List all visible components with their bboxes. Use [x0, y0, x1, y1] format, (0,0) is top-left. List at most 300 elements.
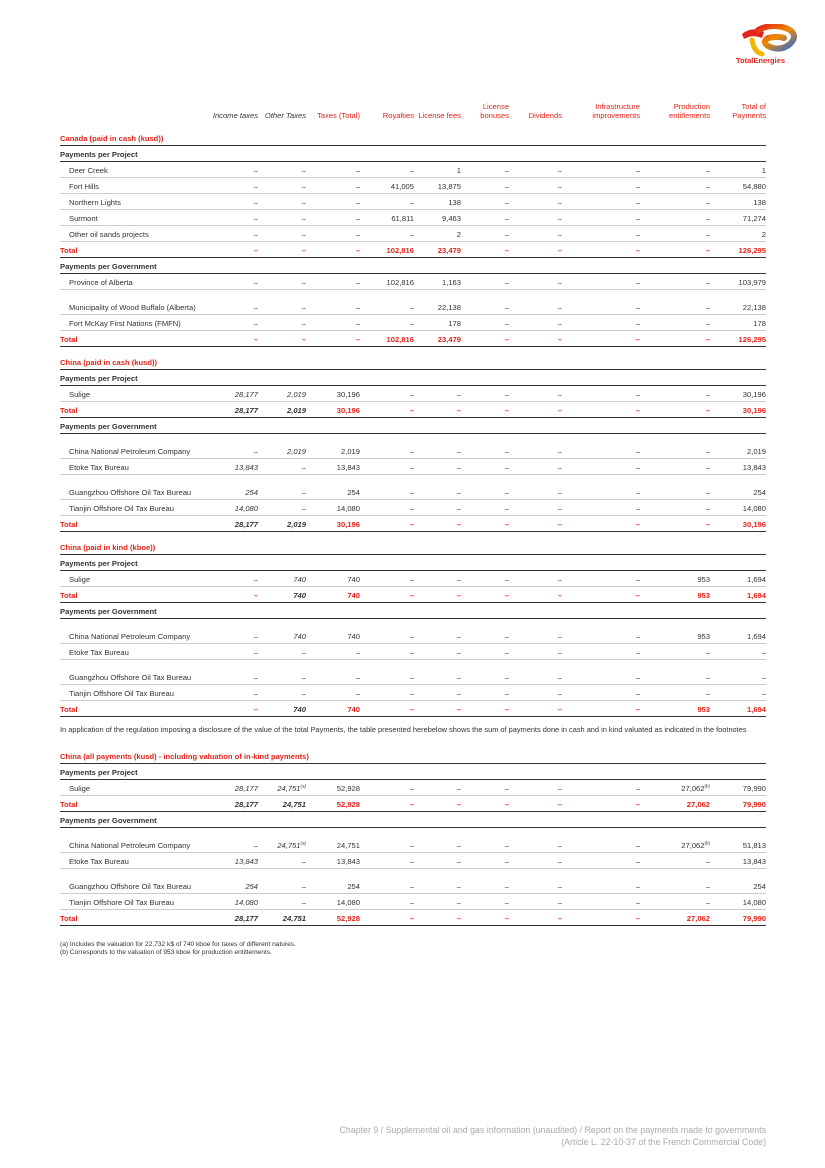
cell-value: [461, 660, 509, 685]
cell-value: [198, 402, 258, 418]
cell-text: 28,177: [234, 520, 258, 529]
cell-value: [306, 644, 360, 660]
cell-value: [562, 242, 640, 258]
cell-text: –: [705, 166, 710, 175]
cell-text: 953: [697, 705, 710, 714]
cell-text: –: [504, 246, 509, 255]
cell-value: [360, 701, 414, 717]
cell-value: [509, 162, 562, 178]
cell-value: [258, 242, 306, 258]
cell-value: [306, 475, 360, 500]
cell-text: –: [504, 406, 509, 415]
footnote-mark: (a): [300, 840, 306, 846]
cell-value: [414, 516, 461, 532]
cell-value: [198, 475, 258, 500]
cell-value: [306, 869, 360, 894]
cell-value: [640, 194, 710, 210]
cell-value: [710, 894, 766, 910]
cell-text: –: [504, 214, 509, 223]
cell-value: [562, 780, 640, 796]
cell-text: –: [456, 504, 461, 513]
cell-value: [258, 853, 306, 869]
table-row: [60, 619, 766, 644]
table-row: [60, 178, 766, 194]
cell-value: [710, 434, 766, 459]
row-label: Sulige: [60, 571, 198, 587]
cell-value: [640, 162, 710, 178]
table-row: [60, 194, 766, 210]
cell-value: [640, 500, 710, 516]
cell-text: 2,019: [286, 406, 306, 415]
cell-value: [640, 619, 710, 644]
cell-value: [640, 685, 710, 701]
cell-value: [414, 660, 461, 685]
cell-value: [461, 434, 509, 459]
cell-value: [414, 685, 461, 701]
cell-value: [640, 660, 710, 685]
cell-text: –: [635, 447, 640, 456]
cell-value: [258, 459, 306, 475]
cell-text: 740: [293, 575, 306, 584]
cell-text: 103,979: [738, 278, 766, 287]
cell-value: [360, 242, 414, 258]
cell-value: [562, 619, 640, 644]
cell-text: 102,816: [386, 246, 414, 255]
cell-text: 22,138: [437, 303, 461, 312]
column-header: Taxes (Total): [316, 111, 360, 121]
cell-value: [360, 516, 414, 532]
cell-text: 13,843: [742, 857, 766, 866]
cell-value: [640, 853, 710, 869]
cell-text: –: [301, 246, 306, 255]
cell-text: –: [456, 390, 461, 399]
cell-value: [258, 619, 306, 644]
cell-value: [710, 644, 766, 660]
row-label: China National Petroleum Company: [60, 619, 198, 644]
cell-value: [461, 402, 509, 418]
subsection-title: [60, 370, 766, 386]
cell-value: [414, 402, 461, 418]
cell-text: 254: [347, 882, 360, 891]
cell-value: [414, 194, 461, 210]
row-label: Tianjin Offshore Oil Tax Bureau: [60, 894, 198, 910]
cell-text: 30,196: [336, 390, 360, 399]
cell-text: –: [355, 319, 360, 328]
cell-text: 126,295: [738, 246, 766, 255]
cell-text: –: [557, 648, 562, 657]
cell-value: [710, 910, 766, 926]
cell-text: –: [456, 914, 461, 923]
cell-text: 2,019: [340, 447, 360, 456]
cell-text: –: [557, 303, 562, 312]
cell-value: [360, 386, 414, 402]
cell-text: –: [635, 230, 640, 239]
cell-text: –: [504, 488, 509, 497]
cell-value: [509, 587, 562, 603]
cell-text: 953: [697, 591, 710, 600]
cell-value: [710, 780, 766, 796]
cell-value: [640, 178, 710, 194]
table-row: [60, 274, 766, 290]
row-label: Total: [60, 516, 198, 532]
cell-text: –: [557, 166, 562, 175]
cell-value: [198, 331, 258, 347]
cell-value: [461, 571, 509, 587]
cell-value: [414, 587, 461, 603]
total-row: [60, 516, 766, 532]
cell-text: 102,816: [386, 278, 414, 287]
subsection-title: [60, 418, 766, 434]
cell-value: [414, 780, 461, 796]
cell-text: –: [253, 166, 258, 175]
column-header: Other Taxes: [264, 111, 306, 121]
column-header: License bonuses: [480, 101, 509, 121]
cell-text: –: [504, 632, 509, 641]
cell-value: [562, 194, 640, 210]
cell-text: –: [705, 406, 710, 415]
cell-value: [461, 701, 509, 717]
cell-text: 13,875: [437, 182, 461, 191]
cell-text: –: [635, 857, 640, 866]
cell-text: –: [635, 335, 640, 344]
cell-text: –: [456, 898, 461, 907]
table-row: [60, 315, 766, 331]
cell-text: –: [504, 882, 509, 891]
cell-value: [258, 500, 306, 516]
table-row: [60, 434, 766, 459]
cell-value: [360, 331, 414, 347]
cell-text: –: [504, 784, 509, 793]
cell-text: –: [557, 463, 562, 472]
cell-text: 13,843: [742, 463, 766, 472]
cell-text: 22,138: [742, 303, 766, 312]
table-row: [60, 290, 766, 315]
cell-value: [461, 828, 509, 853]
cell-value: [562, 459, 640, 475]
cell-value: [710, 386, 766, 402]
cell-value: [258, 331, 306, 347]
cell-text: 14,080: [742, 898, 766, 907]
cell-text: 30,196: [742, 406, 766, 415]
cell-text: –: [557, 898, 562, 907]
cell-value: [360, 459, 414, 475]
cell-text: –: [355, 230, 360, 239]
cell-text: –: [635, 406, 640, 415]
cell-value: [640, 869, 710, 894]
cell-text: –: [253, 182, 258, 191]
cell-text: –: [504, 182, 509, 191]
cell-value: [360, 780, 414, 796]
cell-text: 51,813: [742, 841, 766, 850]
cell-value: [710, 331, 766, 347]
cell-value: [360, 660, 414, 685]
cell-text: –: [557, 278, 562, 287]
cell-text: –: [409, 463, 414, 472]
cell-text: –: [557, 673, 562, 682]
cell-text: –: [301, 689, 306, 698]
cell-text: 27,062: [681, 841, 705, 850]
cell-value: [562, 274, 640, 290]
cell-text: –: [301, 335, 306, 344]
cell-value: [461, 685, 509, 701]
cell-text: 24,751: [277, 841, 301, 850]
cell-value: [562, 500, 640, 516]
cell-value: [710, 500, 766, 516]
cell-value: [509, 796, 562, 812]
cell-value: [509, 644, 562, 660]
section-title: [60, 347, 766, 370]
cell-text: 28,177: [234, 914, 258, 923]
cell-text: –: [635, 278, 640, 287]
total-row: [60, 331, 766, 347]
cell-value: [306, 571, 360, 587]
cell-text: –: [705, 463, 710, 472]
cell-value: [562, 402, 640, 418]
cell-text: –: [635, 882, 640, 891]
cell-text: –: [301, 166, 306, 175]
table-row: [60, 685, 766, 701]
cell-text: –: [355, 278, 360, 287]
footnote-b: (b) Corresponds to the valuation of 953 kboe for production entitlements.: [60, 949, 272, 957]
cell-text: –: [557, 319, 562, 328]
cell-value: [306, 894, 360, 910]
cell-text: 28,177: [234, 390, 258, 399]
cell-value: [360, 853, 414, 869]
cell-value: [360, 619, 414, 644]
cell-text: –: [705, 230, 710, 239]
cell-value: [710, 242, 766, 258]
cell-text: 138: [753, 198, 766, 207]
cell-value: [461, 331, 509, 347]
cell-value: [360, 162, 414, 178]
cell-value: [461, 315, 509, 331]
cell-text: 254: [753, 882, 766, 891]
cell-text: –: [409, 689, 414, 698]
cell-value: [710, 194, 766, 210]
cell-value: [306, 780, 360, 796]
cell-text: –: [635, 648, 640, 657]
cell-text: –: [635, 673, 640, 682]
cell-value: [198, 386, 258, 402]
cell-value: [461, 644, 509, 660]
cell-value: [198, 796, 258, 812]
cell-value: [258, 796, 306, 812]
table-row: [60, 660, 766, 685]
cell-text: 79,990: [742, 800, 766, 809]
cell-text: –: [355, 689, 360, 698]
cell-text: 2,019: [746, 447, 766, 456]
cell-text: –: [761, 689, 766, 698]
cell-text: –: [456, 648, 461, 657]
cell-value: [509, 315, 562, 331]
cell-text: 178: [448, 319, 461, 328]
cell-value: [640, 402, 710, 418]
row-label: Municipality of Wood Buffalo (Alberta): [60, 290, 198, 315]
cell-value: [509, 660, 562, 685]
cell-text: –: [253, 319, 258, 328]
table-row: [60, 780, 766, 796]
cell-text: –: [456, 705, 461, 714]
cell-value: [198, 178, 258, 194]
cell-text: 30,196: [336, 406, 360, 415]
total-row: [60, 910, 766, 926]
cell-value: [360, 869, 414, 894]
cell-text: 953: [697, 575, 710, 584]
cell-value: [198, 780, 258, 796]
footnote-mark: (b): [704, 783, 710, 789]
cell-text: –: [409, 488, 414, 497]
cell-value: [258, 644, 306, 660]
cell-text: 1: [761, 166, 766, 175]
cell-text: –: [557, 230, 562, 239]
cell-text: 138: [448, 198, 461, 207]
row-label: China National Petroleum Company: [60, 434, 198, 459]
cell-text: 28,177: [234, 784, 258, 793]
cell-text: –: [456, 575, 461, 584]
cell-value: [461, 869, 509, 894]
cell-value: [640, 516, 710, 532]
subsection-title: [60, 258, 766, 274]
cell-text: –: [557, 182, 562, 191]
cell-text: 9,463: [441, 214, 461, 223]
cell-text: 23,479: [437, 335, 461, 344]
cell-text: 2: [761, 230, 766, 239]
sub-label: Payments per Government: [60, 603, 766, 619]
cell-text: –: [557, 488, 562, 497]
cell-value: [562, 910, 640, 926]
cell-value: [710, 660, 766, 685]
cell-text: 953: [697, 632, 710, 641]
cell-text: –: [301, 488, 306, 497]
footnote-a: (a) Includes the valuation for 22,732 k$ of 740 kboe for taxes of different natures.: [60, 941, 296, 948]
cell-value: [562, 434, 640, 459]
cell-value: [360, 210, 414, 226]
cell-text: 14,080: [336, 504, 360, 513]
cell-value: [461, 274, 509, 290]
cell-text: 27,062: [686, 914, 710, 923]
cell-text: –: [409, 914, 414, 923]
cell-text: –: [504, 335, 509, 344]
cell-text: 30,196: [742, 520, 766, 529]
table-row: [60, 894, 766, 910]
cell-text: –: [557, 406, 562, 415]
cell-text: –: [409, 857, 414, 866]
cell-text: 254: [245, 882, 258, 891]
cell-value: [360, 226, 414, 242]
cell-text: –: [355, 335, 360, 344]
row-label: Guangzhou Offshore Oil Tax Bureau: [60, 475, 198, 500]
note-label: In application of the regulation imposing a disclosure of the value of the total Payments, the table presented herebelow shows the sum of payments done in cash and in kind valuated as indicated in the footnotes: [60, 725, 747, 734]
column-header: Total of Payments: [732, 101, 766, 121]
cell-value: [710, 290, 766, 315]
cell-text: –: [504, 230, 509, 239]
cell-value: [710, 587, 766, 603]
cell-text: –: [504, 390, 509, 399]
cell-text: –: [761, 673, 766, 682]
cell-value: [306, 516, 360, 532]
cell-text: –: [253, 303, 258, 312]
row-label: Guangzhou Offshore Oil Tax Bureau: [60, 869, 198, 894]
cell-text: –: [705, 214, 710, 223]
cell-text: 740: [293, 705, 306, 714]
cell-value: [461, 475, 509, 500]
cell-text: 14,080: [742, 504, 766, 513]
cell-text: –: [409, 591, 414, 600]
cell-text: –: [253, 632, 258, 641]
cell-text: –: [504, 504, 509, 513]
cell-text: –: [635, 246, 640, 255]
cell-text: –: [557, 390, 562, 399]
row-label: Etoke Tax Bureau: [60, 853, 198, 869]
cell-value: [461, 516, 509, 532]
cell-value: [198, 644, 258, 660]
cell-text: –: [409, 898, 414, 907]
cell-text: –: [504, 898, 509, 907]
cell-text: –: [301, 648, 306, 657]
cell-value: [414, 894, 461, 910]
cell-value: [562, 290, 640, 315]
explanatory-note: [60, 717, 766, 742]
row-label: Etoke Tax Bureau: [60, 459, 198, 475]
cell-value: [710, 226, 766, 242]
cell-value: [414, 869, 461, 894]
row-label: Total: [60, 242, 198, 258]
row-label: Total: [60, 587, 198, 603]
cell-text: –: [409, 882, 414, 891]
cell-value: [198, 701, 258, 717]
cell-text: –: [761, 648, 766, 657]
cell-value: [461, 459, 509, 475]
cell-value: [414, 162, 461, 178]
cell-value: [640, 290, 710, 315]
cell-text: 1,694: [746, 575, 766, 584]
cell-value: [710, 210, 766, 226]
column-header: Income taxes: [212, 111, 258, 121]
cell-text: –: [635, 390, 640, 399]
cell-text: 28,177: [234, 800, 258, 809]
cell-text: –: [456, 689, 461, 698]
cell-value: [509, 226, 562, 242]
cell-text: –: [557, 800, 562, 809]
cell-text: –: [253, 246, 258, 255]
total-row: [60, 402, 766, 418]
cell-value: [258, 194, 306, 210]
cell-text: –: [409, 705, 414, 714]
cell-text: –: [409, 230, 414, 239]
cell-value: [710, 701, 766, 717]
cell-value: [258, 178, 306, 194]
cell-text: –: [409, 198, 414, 207]
cell-value: [258, 274, 306, 290]
cell-text: –: [635, 591, 640, 600]
cell-value: [710, 869, 766, 894]
cell-text: 52,928: [336, 914, 360, 923]
cell-text: 2,019: [286, 520, 306, 529]
row-label: Total: [60, 331, 198, 347]
cell-value: [306, 226, 360, 242]
cell-text: –: [635, 632, 640, 641]
cell-value: [258, 290, 306, 315]
cell-text: –: [253, 278, 258, 287]
table-row: [60, 475, 766, 500]
cell-text: –: [253, 841, 258, 850]
cell-text: –: [705, 182, 710, 191]
cell-text: 24,751: [282, 914, 306, 923]
cell-text: 740: [293, 632, 306, 641]
cell-value: [414, 500, 461, 516]
cell-text: –: [409, 166, 414, 175]
cell-value: [258, 869, 306, 894]
